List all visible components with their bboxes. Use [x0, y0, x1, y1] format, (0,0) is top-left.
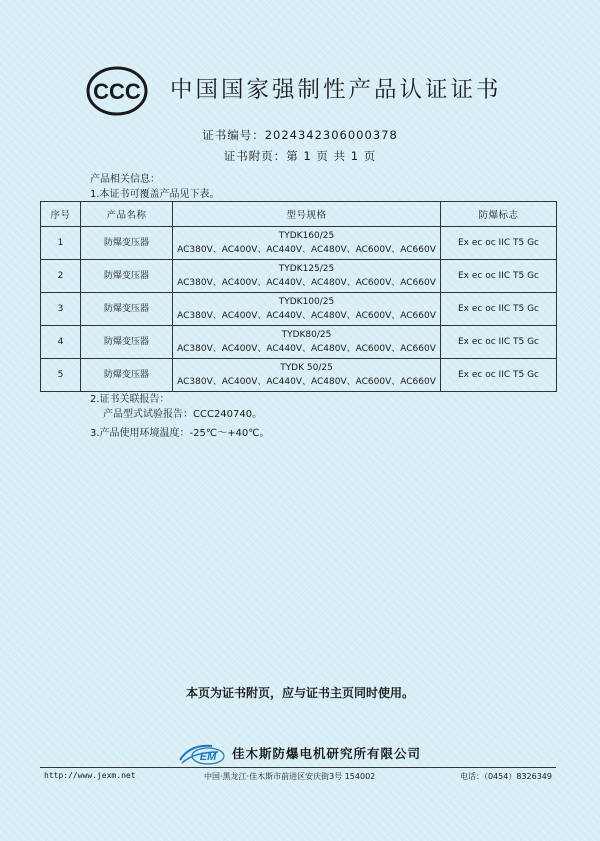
model-name: TYDK80/25 — [281, 330, 332, 340]
item-2-text: 2.证书关联报告： — [90, 394, 170, 405]
row-product-name: 防爆变压器 — [81, 260, 173, 293]
row-product-name: 防爆变压器 — [81, 359, 173, 392]
row-explosion-mark: Ex ec oc IIC T5 Gc — [441, 293, 557, 326]
table-row — [41, 293, 557, 326]
ccc-logo-text: CCC — [93, 79, 141, 104]
row-model-spec — [173, 359, 441, 392]
appendix-usage-note: 本页为证书附页，应与证书主页同时使用。 — [185, 686, 414, 700]
voltage-list: AC380V、AC400V、AC440V、AC480V、AC600V、AC660V — [177, 377, 436, 387]
item-1-text: 1.本证书可覆盖产品见下表。 — [90, 189, 220, 200]
row-product-name: 防爆变压器 — [81, 227, 173, 260]
table-header-row — [41, 202, 557, 227]
institute-logo — [178, 740, 226, 766]
voltage-list: AC380V、AC400V、AC440V、AC480V、AC600V、AC660V — [177, 278, 436, 288]
row-model-spec — [173, 326, 441, 359]
header-model-spec: 型号规格 — [173, 202, 441, 227]
item-2-detail: 产品型式试验报告：CCC240740。 — [103, 409, 263, 420]
row-model-spec — [173, 293, 441, 326]
model-name: TYDK125/25 — [278, 264, 335, 274]
institute-logo-text: EM — [199, 751, 217, 763]
row-no: 5 — [41, 359, 81, 392]
institute-address: 中国·黑龙江·佳木斯市前进区安庆街3号 154002 — [204, 772, 376, 781]
row-explosion-mark: Ex ec oc IIC T5 Gc — [441, 359, 557, 392]
voltage-list: AC380V、AC400V、AC440V、AC480V、AC600V、AC660V — [177, 311, 436, 321]
institute-url: http://www.jexm.net — [44, 771, 136, 780]
header-product-name: 产品名称 — [81, 202, 173, 227]
certificate-title: 中国国家强制性产品认证证书 — [170, 77, 502, 103]
item-3-text: 3.产品使用环境温度：-25℃～+40℃。 — [90, 428, 270, 439]
certificate-number: 证书编号：2024342306000378 — [202, 128, 398, 142]
footer-divider — [40, 767, 556, 768]
product-info-heading: 产品相关信息： — [90, 174, 160, 185]
product-table — [40, 201, 557, 392]
ccc-logo — [86, 66, 148, 116]
row-explosion-mark: Ex ec oc IIC T5 Gc — [441, 326, 557, 359]
row-explosion-mark: Ex ec oc IIC T5 Gc — [441, 227, 557, 260]
institute-phone: 电话：（0454）8326349 — [460, 772, 552, 781]
row-no: 2 — [41, 260, 81, 293]
row-model-spec — [173, 260, 441, 293]
table-row — [41, 260, 557, 293]
row-model-spec — [173, 227, 441, 260]
table-row — [41, 326, 557, 359]
model-name: TYDK 50/25 — [280, 363, 333, 373]
header-explosion-mark: 防爆标志 — [441, 202, 557, 227]
institute-name: 佳木斯防爆电机研究所有限公司 — [232, 746, 422, 761]
table-row — [41, 359, 557, 392]
row-product-name: 防爆变压器 — [81, 326, 173, 359]
row-explosion-mark: Ex ec oc IIC T5 Gc — [441, 260, 557, 293]
model-name: TYDK160/25 — [278, 231, 335, 241]
row-no: 4 — [41, 326, 81, 359]
header-no: 序号 — [41, 202, 81, 227]
row-no: 3 — [41, 293, 81, 326]
row-product-name: 防爆变压器 — [81, 293, 173, 326]
table-row — [41, 227, 557, 260]
row-no: 1 — [41, 227, 81, 260]
model-name: TYDK100/25 — [278, 297, 335, 307]
voltage-list: AC380V、AC400V、AC440V、AC480V、AC600V、AC660V — [177, 245, 436, 255]
voltage-list: AC380V、AC400V、AC440V、AC480V、AC600V、AC660V — [177, 344, 436, 354]
appendix-page-indicator: 证书附页：第 1 页 共 1 页 — [223, 149, 377, 163]
